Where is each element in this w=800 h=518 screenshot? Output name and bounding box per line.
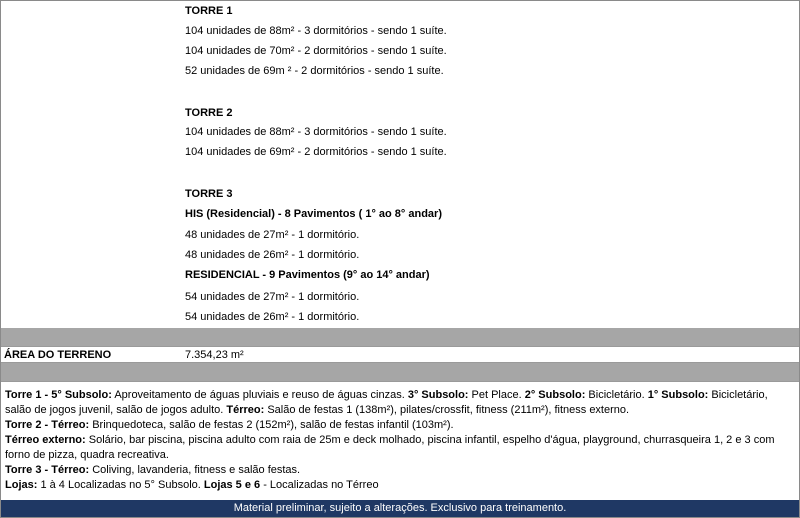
separator-bar — [1, 328, 799, 346]
torre-1-line: 104 unidades de 70m² - 2 dormitórios - sendo 1 suíte. — [185, 45, 447, 57]
torre-3-line: 48 unidades de 27m² - 1 dormitório. — [185, 229, 360, 241]
lojas-info: Lojas: 1 à 4 Localizadas no 5° Subsolo. Lojas 5 e 6 - Localizadas no Térreo — [5, 479, 379, 491]
torre-3-res-heading: RESIDENCIAL - 9 Pavimentos (9° ao 14° andar) — [185, 269, 430, 281]
torre-1-amenities: Torre 1 - 5° Subsolo: Aproveitamento de águas pluviais e reuso de águas cinzas. 3° Subsolo: Pet Place. 2° Subsolo: Bicicletário. 1° Subsolo: Bicicletário, salão de jogos juvenil, salão de jogos adulto. Térreo: Salão de festas 1 (138m²), pilates/crossfit, fitness (211m²), fitness externo. — [5, 389, 768, 416]
terreo-externo-amenities: Térreo externo: Solário, bar piscina, piscina adulto com raia de 25m e deck molhado, piscina infantil, espelho d'água, playground, churrasqueira 1, 2 e 3 com forno de pizza, quadra recreativa. — [5, 434, 775, 461]
terreno-row — [1, 346, 799, 363]
torre-2-amenities: Torre 2 - Térreo: Brinquedoteca, salão de festas 2 (152m²), salão de festas infantil (103m²). — [5, 419, 454, 431]
torre-1-line: 52 unidades de 69m ² - 2 dormitórios - sendo 1 suíte. — [185, 65, 444, 77]
torre-3-line: 54 unidades de 27m² - 1 dormitório. — [185, 291, 360, 303]
footer-disclaimer: Material preliminar, sujeito a alterações. Exclusivo para treinamento. — [1, 500, 799, 517]
torre-3-his-heading: HIS (Residencial) - 8 Pavimentos ( 1° ao 8° andar) — [185, 208, 442, 220]
torre-1-title: TORRE 1 — [185, 5, 233, 17]
torre-2-line: 104 unidades de 88m² - 3 dormitórios - sendo 1 suíte. — [185, 126, 447, 138]
torre-3-title: TORRE 3 — [185, 188, 233, 200]
unit-list — [1, 1, 799, 327]
amenities-notes — [1, 381, 799, 499]
terreno-label: ÁREA DO TERRENO — [4, 349, 112, 361]
torre-3-line: 54 unidades de 26m² - 1 dormitório. — [185, 311, 360, 323]
torre-2-title: TORRE 2 — [185, 107, 233, 119]
terreno-value: 7.354,23 m² — [185, 349, 244, 361]
torre-3-amenities: Torre 3 - Térreo: Coliving, lavanderia, fitness e salão festas. — [5, 464, 301, 476]
torre-1-line: 104 unidades de 88m² - 3 dormitórios - sendo 1 suíte. — [185, 25, 447, 37]
separator-bar — [1, 363, 799, 381]
torre-3-line: 48 unidades de 26m² - 1 dormitório. — [185, 249, 360, 261]
torre-2-line: 104 unidades de 69m² - 2 dormitórios - sendo 1 suíte. — [185, 146, 447, 158]
